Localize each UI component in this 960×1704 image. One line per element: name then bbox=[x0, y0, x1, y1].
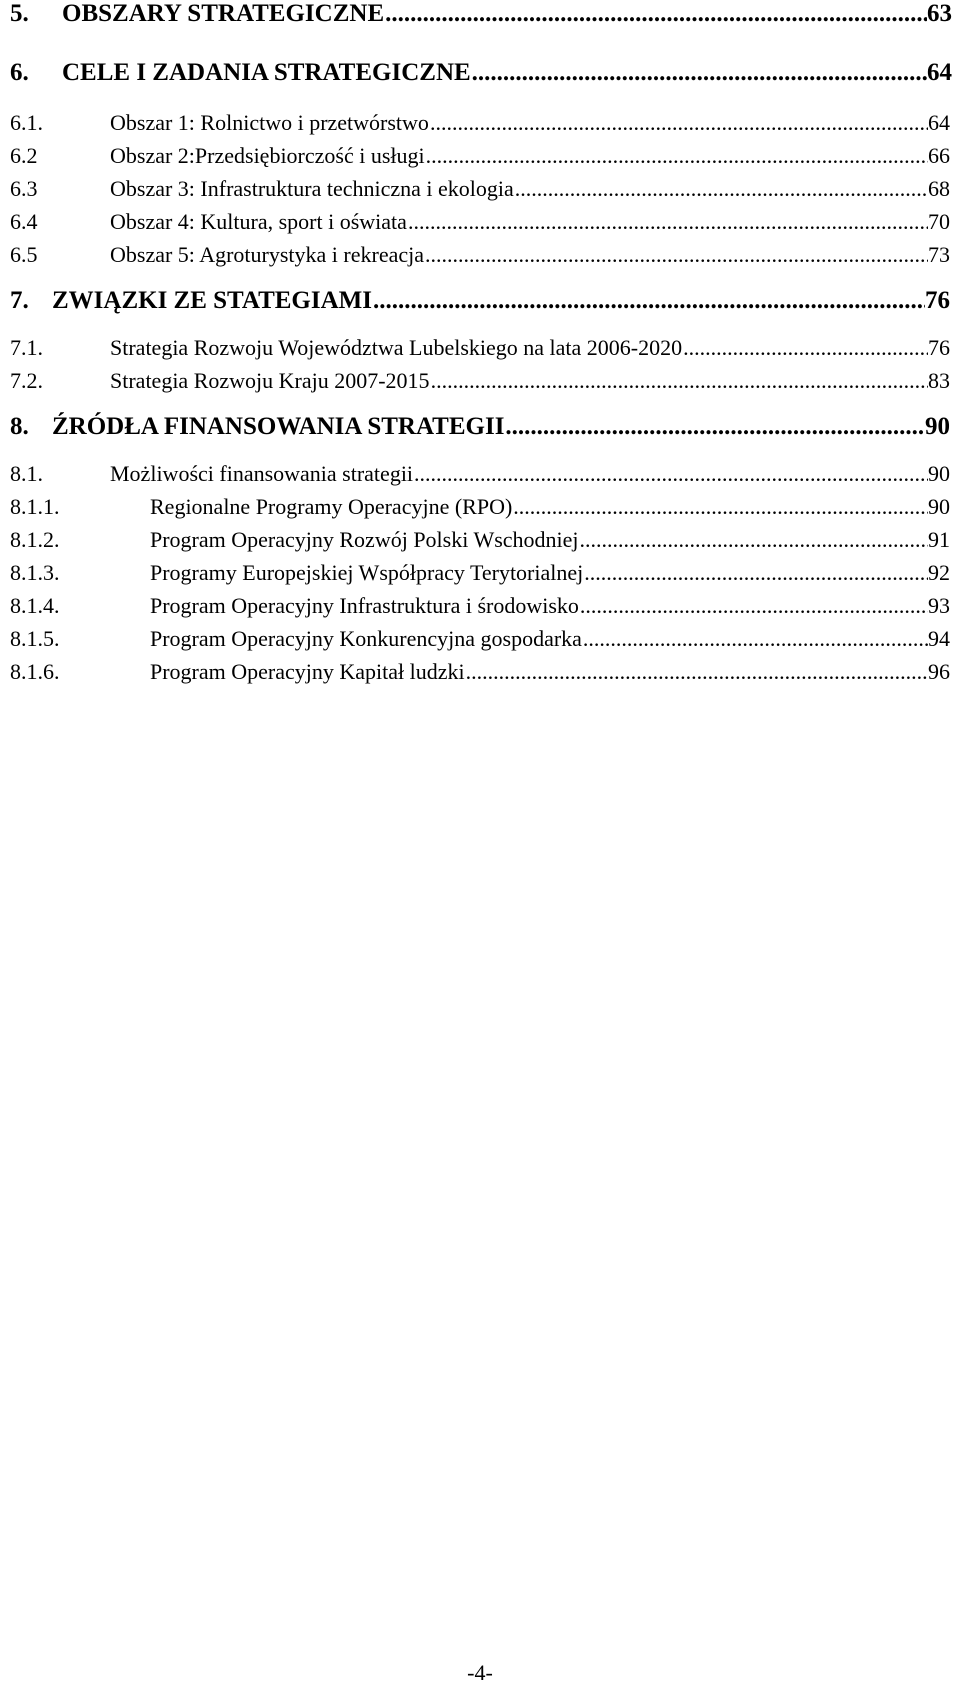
toc-entry-page: 90 bbox=[928, 494, 950, 519]
toc-entry-page: 92 bbox=[928, 560, 950, 585]
toc-leader-dots bbox=[466, 655, 928, 689]
toc-entry-title: Program Operacyjny Konkurencyjna gospodarka bbox=[150, 626, 582, 651]
toc-entry-title: Obszar 3: Infrastruktura techniczna i ekologia bbox=[110, 176, 514, 201]
toc-entry-page: 70 bbox=[928, 209, 950, 234]
toc-entry-title: Strategia Rozwoju Województwa Lubelskiego na lata 2006-2020 bbox=[110, 335, 683, 360]
toc-entry-title: Program Operacyjny Infrastruktura i środowisko bbox=[150, 593, 579, 618]
toc-entry[interactable] bbox=[10, 490, 950, 524]
toc-entry-page: 91 bbox=[928, 527, 950, 552]
toc-entry-page: 83 bbox=[928, 368, 950, 393]
toc-entry[interactable] bbox=[10, 0, 952, 31]
toc-entry-title: Obszar 1: Rolnictwo i przetwórstwo bbox=[110, 110, 429, 135]
toc-entry[interactable] bbox=[10, 106, 950, 140]
toc-entry-title: Regionalne Programy Operacyjne (RPO) bbox=[150, 494, 513, 519]
toc-leader-dots bbox=[431, 364, 928, 398]
toc-entry-page: 64 bbox=[927, 59, 952, 86]
toc-entry-page: 66 bbox=[928, 143, 950, 168]
toc-entry-number: 8.1.2. bbox=[10, 527, 60, 552]
toc-entry-title: Strategia Rozwoju Kraju 2007-2015 bbox=[110, 368, 430, 393]
toc-entry-number: 7.2. bbox=[10, 368, 43, 393]
toc-entry-number: 6.4 bbox=[10, 209, 38, 234]
toc-entry-page: 93 bbox=[928, 593, 950, 618]
toc-entry-title: OBSZARY STRATEGICZNE bbox=[62, 0, 385, 27]
toc-entry-number: 8.1.6. bbox=[10, 659, 60, 684]
toc-leader-dots bbox=[425, 238, 928, 272]
toc-entry[interactable] bbox=[10, 457, 950, 491]
toc-entry[interactable] bbox=[10, 655, 950, 689]
toc-entry-title: Obszar 4: Kultura, sport i oświata bbox=[110, 209, 407, 234]
toc-leader-dots bbox=[408, 205, 928, 239]
toc-entry-page: 96 bbox=[928, 659, 950, 684]
toc-entry-number: 6.2 bbox=[10, 143, 38, 168]
toc-leader-dots bbox=[414, 457, 928, 491]
toc-entry-title: ZWIĄZKI ZE STATEGIAMI bbox=[52, 287, 372, 314]
toc-entry-title: ŹRÓDŁA FINANSOWANIA STRATEGII bbox=[52, 413, 505, 440]
toc-entry-number: 7. bbox=[10, 287, 29, 314]
toc-entry-number: 6.1. bbox=[10, 110, 43, 135]
toc-entry[interactable] bbox=[10, 284, 950, 318]
toc-entry-title: Obszar 2:Przedsiębiorczość i usługi bbox=[110, 143, 425, 168]
toc-entry-number: 8.1.1. bbox=[10, 494, 60, 519]
toc-entry[interactable] bbox=[10, 556, 950, 590]
toc-entry[interactable] bbox=[10, 523, 950, 557]
toc-entry-page: 90 bbox=[925, 413, 950, 440]
toc-leader-dots bbox=[373, 284, 925, 318]
toc-leader-dots bbox=[513, 490, 928, 524]
toc-leader-dots bbox=[426, 139, 928, 173]
toc-entry-page: 76 bbox=[928, 335, 950, 360]
toc-entry-number: 8.1.3. bbox=[10, 560, 60, 585]
toc-entry-title: Możliwości finansowania strategii bbox=[110, 461, 414, 486]
toc-entry[interactable] bbox=[10, 410, 950, 444]
toc-entry-number: 8. bbox=[10, 413, 29, 440]
toc-leader-dots bbox=[472, 56, 927, 90]
toc-entry[interactable] bbox=[10, 364, 950, 398]
toc-entry[interactable] bbox=[10, 622, 950, 656]
toc-entry-page: 64 bbox=[928, 110, 950, 135]
toc-entry-number: 5. bbox=[10, 0, 29, 27]
toc-entry[interactable] bbox=[10, 589, 950, 623]
toc-leader-dots bbox=[580, 589, 928, 623]
toc-entry-page: 94 bbox=[928, 626, 950, 651]
toc-entry-title: Programy Europejskiej Współpracy Terytorialnej bbox=[150, 560, 584, 585]
toc-entry[interactable] bbox=[10, 331, 950, 365]
toc-entry-page: 68 bbox=[928, 176, 950, 201]
toc-leader-dots bbox=[583, 622, 928, 656]
toc-leader-dots bbox=[515, 172, 928, 206]
toc-entry-page: 76 bbox=[925, 287, 950, 314]
toc-entry[interactable] bbox=[10, 205, 950, 239]
toc-leader-dots bbox=[580, 523, 928, 557]
toc-leader-dots bbox=[505, 410, 925, 444]
toc-entry-number: 8.1. bbox=[10, 461, 43, 486]
toc-entry[interactable] bbox=[10, 139, 950, 173]
toc-entry-number: 8.1.5. bbox=[10, 626, 60, 651]
toc-entry-page: 63 bbox=[927, 0, 952, 27]
toc-entry-number: 8.1.4. bbox=[10, 593, 60, 618]
toc-entry-page: 90 bbox=[928, 461, 950, 486]
toc-entry-number: 6.5 bbox=[10, 242, 38, 267]
toc-entry-title: Program Operacyjny Rozwój Polski Wschodniej bbox=[150, 527, 579, 552]
toc-entry-number: 7.1. bbox=[10, 335, 43, 360]
toc-leader-dots bbox=[385, 0, 927, 31]
toc-entry[interactable] bbox=[10, 172, 950, 206]
toc-entry-number: 6. bbox=[10, 59, 29, 86]
toc-leader-dots bbox=[584, 556, 928, 590]
toc-entry[interactable] bbox=[10, 238, 950, 272]
toc-entry[interactable] bbox=[10, 56, 952, 90]
toc-entry-title: Program Operacyjny Kapitał ludzki bbox=[150, 659, 465, 684]
toc-leader-dots bbox=[430, 106, 928, 140]
page-number: -4- bbox=[467, 1660, 493, 1685]
toc-entry-title: Obszar 5: Agroturystyka i rekreacja bbox=[110, 242, 424, 267]
toc-entry-title: CELE I ZADANIA STRATEGICZNE bbox=[62, 59, 471, 86]
toc-entry-page: 73 bbox=[928, 242, 950, 267]
toc-leader-dots bbox=[683, 331, 928, 365]
toc-entry-number: 6.3 bbox=[10, 176, 38, 201]
